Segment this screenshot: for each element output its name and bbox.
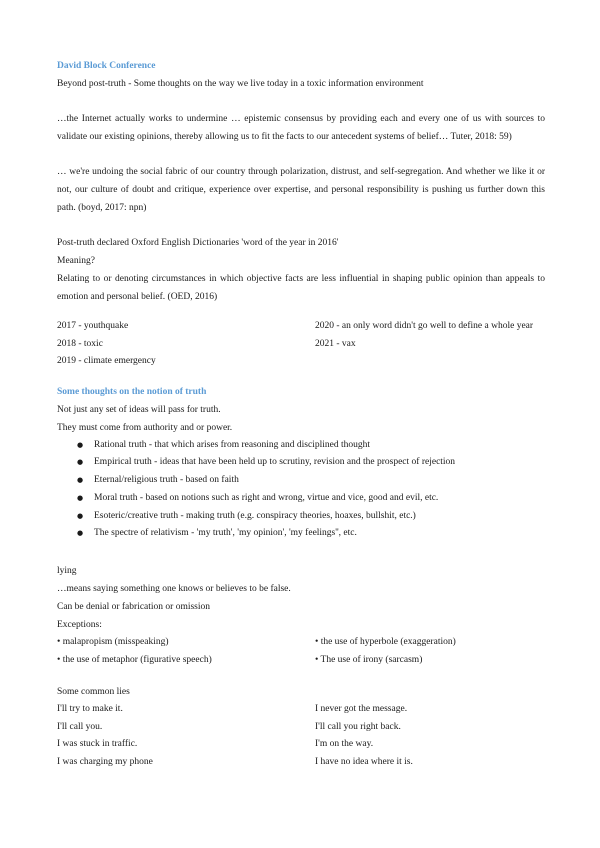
exceptions-label: Exceptions: <box>57 620 102 631</box>
word-2019: 2019 - climate emergency <box>57 356 156 366</box>
exceptions-row <box>57 634 545 652</box>
word-2020: 2020 - an only word didn't go well to define a whole year <box>315 321 534 331</box>
lie-item: I'll call you right back. <box>315 721 401 732</box>
document-page <box>57 57 545 771</box>
heading-conference: David Block Conference <box>57 61 156 71</box>
exception-malapropism: • malapropism (misspeaking) <box>57 637 169 648</box>
lie-item: I'll try to make it. <box>57 704 123 715</box>
exceptions-row <box>57 652 545 670</box>
list-item: ● The spectre of relativism - 'my truth', 'my opinion', 'my feelings'', etc. <box>77 525 545 543</box>
lie-item: I have no idea where it is. <box>315 756 413 767</box>
heading-truth: Some thoughts on the notion of truth <box>57 386 207 397</box>
post-truth-definition: Relating to or denoting circumstances in which objective facts are less influential in shaping public opinion than appeals to emotion and personal belief. (OED, 2016) <box>57 274 545 302</box>
truth-intro-2: They must come from authority and or power. <box>57 422 233 433</box>
meaning-label: Meaning? <box>57 256 95 266</box>
list-item: ● Moral truth - based on notions such as right and wrong, virtue and vice, good and evil, etc. <box>77 490 545 508</box>
lie-item: I'll call you. <box>57 721 103 732</box>
truth-list <box>57 437 545 544</box>
words-of-year-left <box>57 318 315 371</box>
post-truth-declared: Post-truth declared Oxford English Dictionaries 'word of the year in 2016' <box>57 238 339 248</box>
common-lies-title: Some common lies <box>57 687 130 698</box>
document-subtitle: Beyond post-truth - Some thoughts on the way we live today in a toxic information environment <box>57 79 424 89</box>
list-item: ● Rational truth - that which arises from reasoning and disciplined thought <box>77 437 545 455</box>
word-2018: 2018 - toxic <box>57 338 103 349</box>
list-item: ● Empirical truth - ideas that have been held up to scrutiny, revision and the prospect of rejection <box>77 454 545 472</box>
lying-can-be: Can be denial or fabrication or omission <box>57 602 211 613</box>
quote-tuter: …the Internet actually works to undermine … epistemic consensus by providing each and every one of us with sources to validate our existing opinions, thereby allowing us to fit the facts to our antecedent systems of belief… Tuter, 2018: 59) <box>57 114 545 142</box>
quote-boyd: … we're undoing the social fabric of our country through polarization, distrust, and self-segregation. And whether we like it or not, our culture of doubt and critique, experience over expertise, and personal responsibility is pushing us further down this path. (boyd, 2017: npn) <box>57 167 545 213</box>
list-item: ● Eternal/religious truth - based on faith <box>77 472 545 490</box>
exception-irony: • The use of irony (sarcasm) <box>315 654 423 665</box>
truth-intro-1: Not just any set of ideas will pass for truth. <box>57 404 221 415</box>
exception-hyperbole: • the use of hyperbole (exaggeration) <box>315 637 456 648</box>
lies-row <box>57 701 545 719</box>
lie-item: I never got the message. <box>315 704 408 715</box>
words-of-year <box>57 318 545 371</box>
words-of-year-right <box>315 318 545 371</box>
lying-title: lying <box>57 566 77 577</box>
lie-item: I was stuck in traffic. <box>57 739 138 750</box>
lies-row <box>57 754 545 772</box>
lying-definition: …means saying something one knows or believes to be false. <box>57 584 291 595</box>
lie-item: I was charging my phone <box>57 756 153 767</box>
lie-item: I'm on the way. <box>315 739 374 750</box>
exception-metaphor: • the use of metaphor (figurative speech) <box>57 654 212 665</box>
word-2017: 2017 - youthquake <box>57 321 129 331</box>
lies-row <box>57 719 545 737</box>
word-2021: 2021 - vax <box>315 338 356 349</box>
list-item: ● Esoteric/creative truth - making truth (e.g. conspiracy theories, hoaxes, bullshit, etc.) <box>77 508 545 526</box>
lies-row <box>57 736 545 754</box>
